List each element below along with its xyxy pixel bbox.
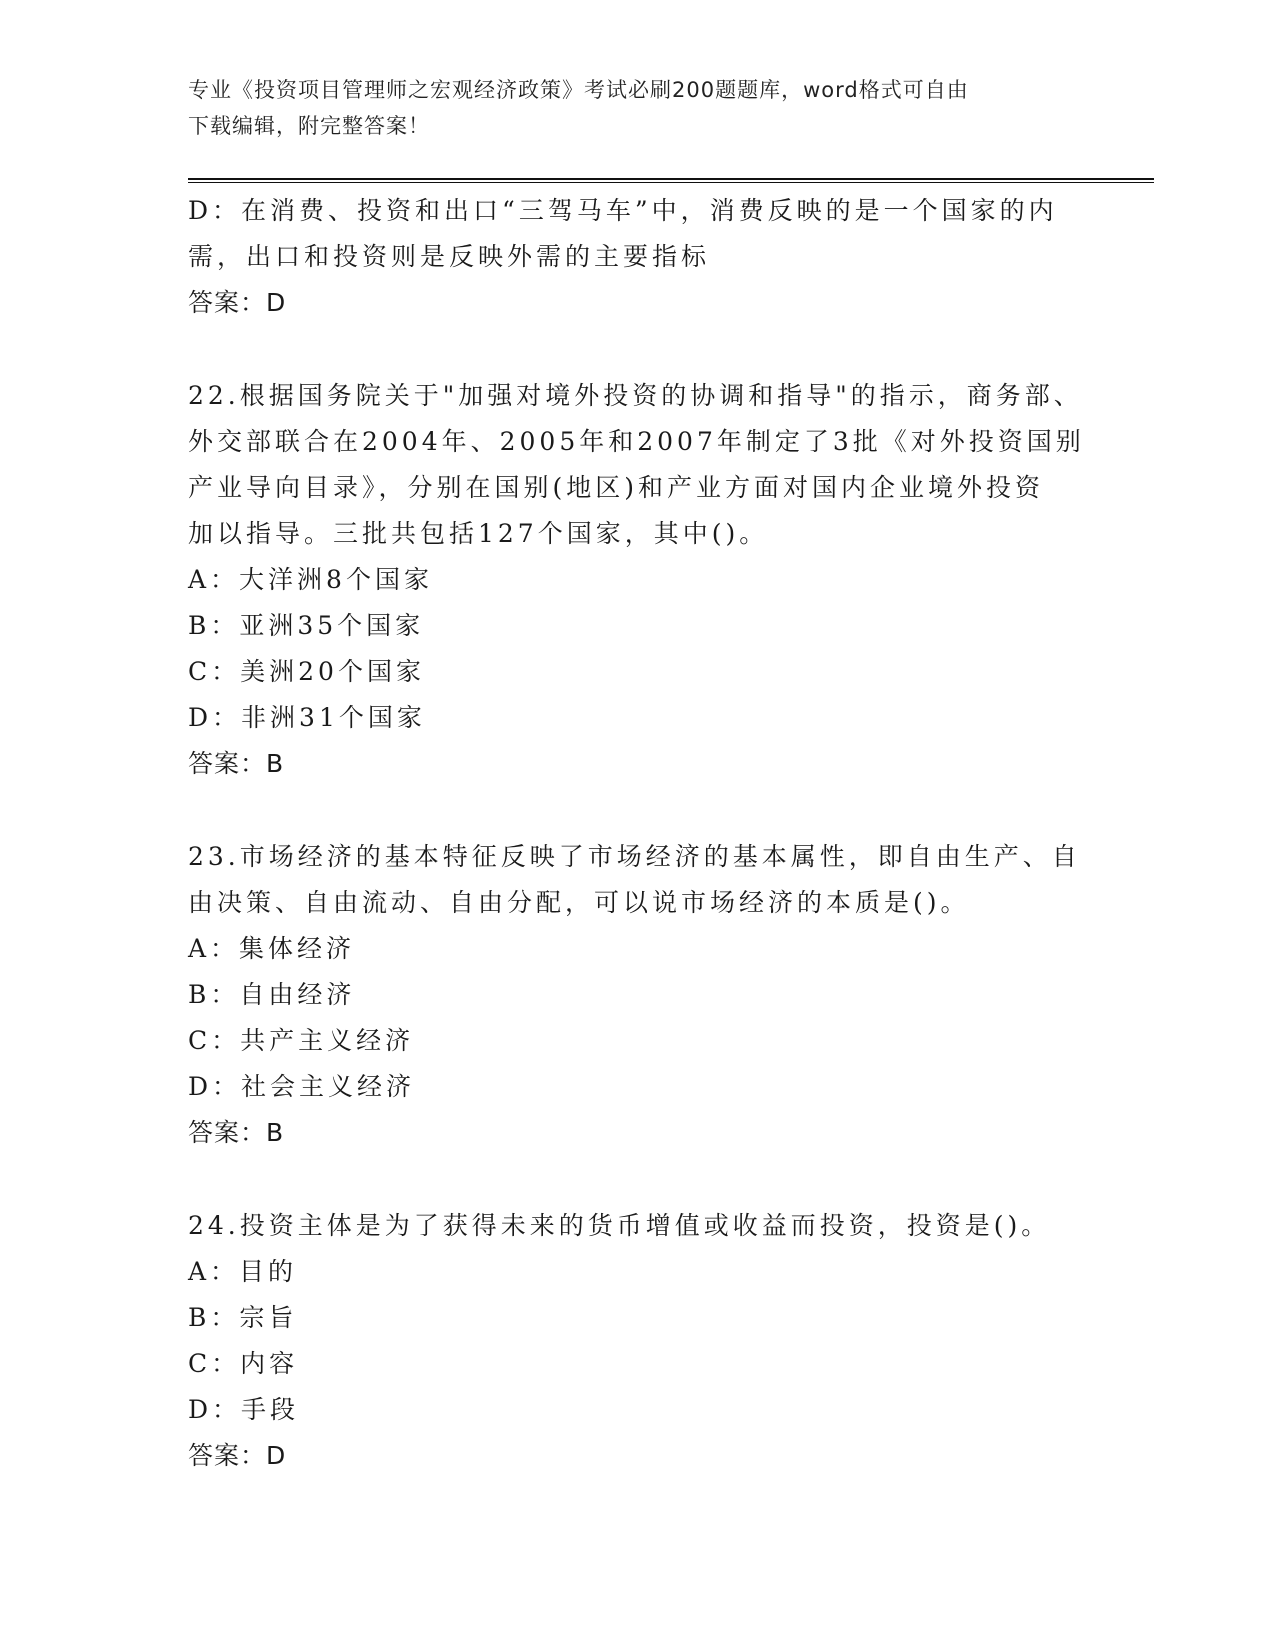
answer-line: 答案：B xyxy=(188,749,285,778)
question-text: 23.市场经济的基本特征反映了市场经济的基本属性，即自由生产、自 xyxy=(188,842,1081,871)
option-b: B：自由经济 xyxy=(188,980,356,1009)
question-23 xyxy=(188,834,1088,1156)
answer-line: 答案：D xyxy=(188,288,287,317)
question-21-tail xyxy=(188,188,1088,326)
spacer xyxy=(188,1156,1088,1203)
option-a: A：大洋洲8个国家 xyxy=(188,565,433,594)
spacer xyxy=(188,326,1088,373)
option-d-text-continued: 需，出口和投资则是反映外需的主要指标 xyxy=(188,242,711,271)
question-text: 外交部联合在2004年、2005年和2007年制定了3批《对外投资国别 xyxy=(188,427,1085,456)
question-text: 由决策、自由流动、自由分配，可以说市场经济的本质是()。 xyxy=(188,888,970,917)
option-c: C：美洲20个国家 xyxy=(188,657,425,686)
header-divider xyxy=(188,178,1154,183)
option-c: C：共产主义经济 xyxy=(188,1026,415,1055)
question-24 xyxy=(188,1203,1088,1479)
option-d: D：社会主义经济 xyxy=(188,1072,416,1101)
question-text: 加以指导。三批共包括127个国家，其中()。 xyxy=(188,519,769,548)
header-line-2: 下载编辑，附完整答案！ xyxy=(188,114,430,138)
option-d: D：非洲31个国家 xyxy=(188,703,426,732)
option-b: B：宗旨 xyxy=(188,1303,298,1332)
answer-line: 答案：B xyxy=(188,1118,285,1147)
option-a: A：目的 xyxy=(188,1257,298,1286)
question-text: 22.根据国务院关于"加强对境外投资的协调和指导"的指示，商务部、 xyxy=(188,381,1083,410)
option-d: D：手段 xyxy=(188,1395,300,1424)
option-a: A：集体经济 xyxy=(188,934,356,963)
option-b: B：亚洲35个国家 xyxy=(188,611,425,640)
question-22 xyxy=(188,373,1088,787)
question-text: 24.投资主体是为了获得未来的货币增值或收益而投资，投资是()。 xyxy=(188,1211,1051,1240)
answer-line: 答案：D xyxy=(188,1441,287,1470)
question-content xyxy=(188,188,1088,1479)
document-header xyxy=(188,72,1088,144)
question-text: 产业导向目录》，分别在国别(地区)和产业方面对国内企业境外投资 xyxy=(188,473,1045,502)
spacer xyxy=(188,787,1088,834)
option-c: C：内容 xyxy=(188,1349,299,1378)
option-d-text: D：在消费、投资和出口“三驾马车”中，消费反映的是一个国家的内 xyxy=(188,196,1058,225)
header-line-1: 专业《投资项目管理师之宏观经济政策》考试必刷200题题库，word格式可自由 xyxy=(188,78,969,102)
